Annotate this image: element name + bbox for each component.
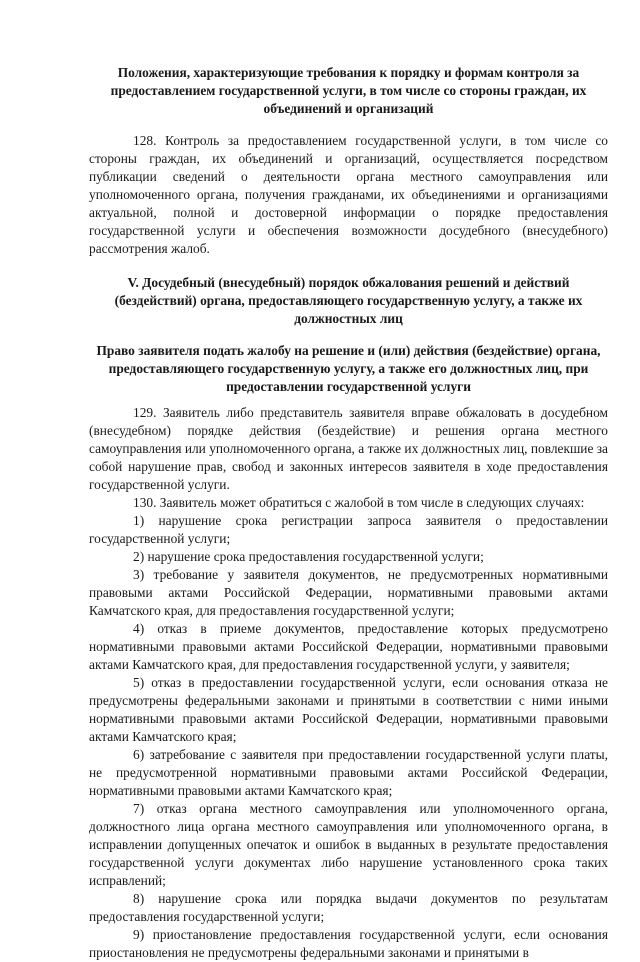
section-v-title: V. Досудебный (внесудебный) порядок обжалования решений и действий (бездействий) органа, предоставляющего государственную услугу, а также их должностных лиц [114, 275, 583, 326]
list-item: 8) нарушение срока или порядка выдачи документов по результатам предоставления государственной услуги; [89, 891, 608, 924]
paragraph-130: 130. Заявитель может обратиться с жалобой в том числе в следующих случаях: [133, 495, 585, 510]
paragraph-128: 128. Контроль за предоставлением государственной услуги, в том числе со стороны граждан, их объединений и организаций, осуществляется посредством публикации сведений о деятельности органа местного самоуправления или уполномоченного органа, получения гражданами, их объединениями и организациями актуальной, полной и достоверной информации о порядке предоставления государственной услуги и обеспечения возможности досудебного (внесудебного) рассмотрения жалоб. [89, 133, 608, 256]
list-item: 4) отказ в приеме документов, предоставление которых предусмотрено нормативными правовыми актами Российской Федерации, нормативными правовыми актами Камчатского края, для предоставления государственной услуги, у заявителя; [89, 621, 608, 672]
heading-complaint-right: Право заявителя подать жалобу на решение и (или) действия (бездействие) органа, предоставляющего государственную услугу, а также его должностных лиц, при предоставлении государственной услуги [96, 343, 601, 394]
paragraph-129: 129. Заявитель либо представитель заявителя вправе обжаловать в досудебном (внесудебном) порядке действия (бездействие) и решения органа местного самоуправления или уполномоченного органа, а также их должностных лиц, повлекшие за собой нарушение прав, свобод и законных интересов заявителя в ходе предоставления государственной услуги. [89, 405, 608, 492]
heading-control: Положения, характеризующие требования к порядку и формам контроля за предоставлением государственной услуги, в том числе со стороны граждан, их объединений и организаций [110, 65, 587, 116]
list-item: 2) нарушение срока предоставления государственной услуги; [133, 549, 484, 564]
list-item: 3) требование у заявителя документов, не предусмотренных нормативными правовыми актами Российской Федерации, нормативными правовыми актами Камчатского края, для предоставления государственной услуги; [89, 567, 608, 618]
list-item: 6) затребование с заявителя при предоставлении государственной услуги платы, не предусмотренной нормативными правовыми актами Российской Федерации, нормативными правовыми актами Камчатского края; [89, 747, 608, 798]
list-item: 9) приостановление предоставления государственной услуги, если основания приостановления не предусмотрены федеральными законами и принятыми в [89, 927, 608, 960]
list-item: 1) нарушение срока регистрации запроса заявителя о предоставлении государственной услуги; [89, 513, 608, 546]
list-item: 7) отказ органа местного самоуправления или уполномоченного органа, должностного лица органа местного самоуправления или уполномоченного органа, в исправлении допущенных опечаток и ошибок в выданных в результате предоставления государственной услуги документах либо нарушение установленного срока таких исправлений; [89, 801, 608, 888]
list-item: 5) отказ в предоставлении государственной услуги, если основания отказа не предусмотрены федеральными законами и принятыми в соответствии с ними иными нормативными правовыми актами Российской Федерации, нормативными правовыми актами Камчатского края; [89, 675, 608, 744]
